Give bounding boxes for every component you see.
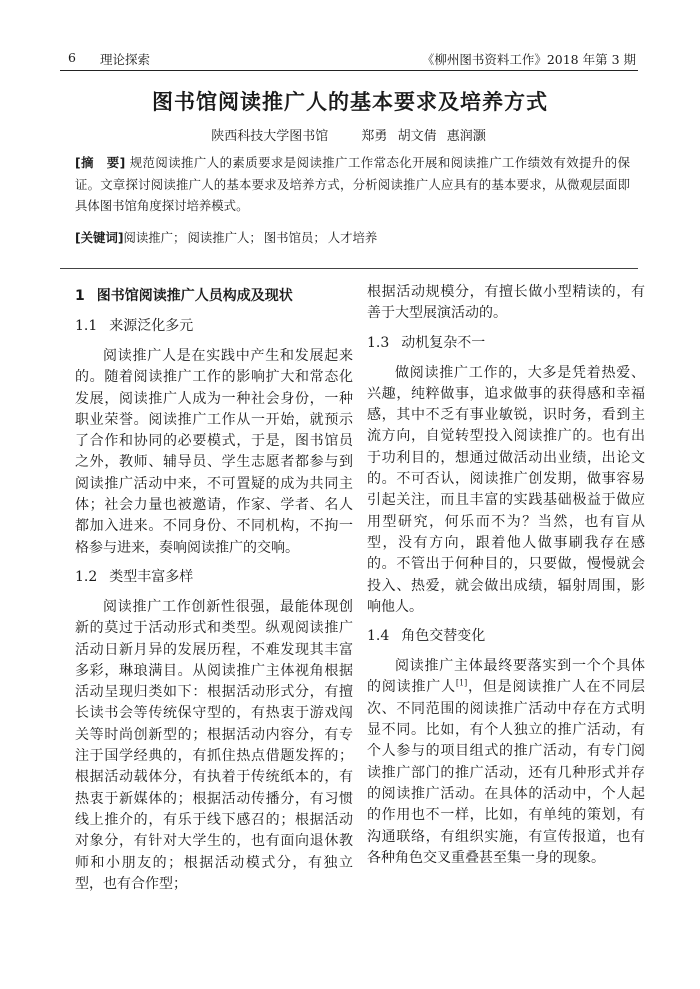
- keyword: 人才培养: [327, 230, 378, 245]
- keywords-label: [关键词]: [75, 230, 124, 245]
- keywords: [75, 227, 630, 248]
- author-name: 惠润灏: [446, 129, 486, 144]
- subsection-heading: 1.4 角色交替变化: [367, 628, 486, 645]
- subsection-heading: 1.2 类型丰富多样: [75, 568, 194, 585]
- right-column: [367, 282, 645, 877]
- keyword: 阅读推广人；: [187, 230, 262, 245]
- section-heading: 1 图书馆阅读推广人员构成及现状: [75, 288, 293, 304]
- keyword: 图书馆员；: [263, 230, 326, 245]
- abstract-divider: [60, 268, 638, 269]
- abstract-label: [摘 要]: [75, 155, 126, 170]
- abstract-text: 规范阅读推广人的素质要求是阅读推广工作常态化开展和阅读推广工作绩效有效提升的保证。文章探讨阅读推广人的基本要求及培养方式，分析阅读推广人应具有的基本要求，从微观层面即具体图书馆角度探讨培养模式。: [75, 155, 630, 213]
- subsection-heading: 1.1 来源泛化多元: [75, 318, 194, 334]
- left-column: [75, 282, 353, 903]
- paragraph: 做阅读推广工作的，大多是凭着热爱、兴趣，纯粹做事，追求做事的获得感和幸福感，其中不乏有事业敏锐，识时务，看到主流方向，自觉转型投入阅读推广的。也有出于功利目的，想通过做活动出业绩，出论文的。不可否认，阅读推广创发期，做事容易引起关注，而且丰富的实践基础极益于做应用型研究，何乐而不为？当然，也有盲从型，没有方向，跟着他人做事刷我存在感的。不管出于何种目的，只要做，慢慢就会投入、热爱，就会做出成绩，辐射周围，影响他人。: [367, 364, 645, 615]
- abstract: [75, 152, 630, 217]
- author-name: 胡文倩: [397, 129, 437, 144]
- paragraph: 阅读推广工作创新性很强，最能体现创新的莫过于活动形式和类型。纵观阅读推广活动日新月异的发展历程，不难发现其丰富多彩，琳琅满目。从阅读推广主体视角根据活动呈现归类如下：根据活动形式分，有擅长读书会等传统保守型的，有热衷于游戏闯关等时尚创新型的；根据活动内容分，有专注于国学经典的，有抓住热点借题发挥的；根据活动载体分，有执着于传统纸本的，有热衷于新媒体的；根据活动传播分，有习惯线上推介的，有乐于线下感召的；根据活动对象分，有针对大学生的，也有面向退休教师和小朋友的；根据活动模式分，有独立型，也有合作型；: [75, 598, 353, 892]
- paragraph-continuation: 根据活动规模分，有擅长做小型精读的，有善于大型展演活动的。: [367, 284, 645, 322]
- paragraph: 阅读推广主体最终要落实到一个个具体的阅读推广人[1]，但是阅读推广人在不同层次、不同范围的阅读推广活动中存在方式明显不同。比如，有个人独立的推广活动，有个人参与的项目组式的推广活动，有专门阅读推广部门的推广活动，还有几种形式并存的阅读推广活动。在具体的活动中，个人起的作用也不一样，比如，有单纯的策划，有沟通联络，有组织实施，有宣传报道，也有各种角色交叉重叠甚至集一身的现象。: [367, 658, 646, 866]
- keyword: 阅读推广；: [123, 230, 186, 245]
- subsection-heading: 1.3 动机复杂不一: [367, 334, 486, 351]
- citation-ref[interactable]: [1]: [455, 678, 468, 688]
- page-number: 6: [68, 50, 76, 65]
- paragraph: 阅读推广人是在实践中产生和发展起来的。随着阅读推广工作的影响扩大和常态化发展，阅读推广人成为一种社会身份，一种职业荣誉。阅读推广工作从一开始，就预示了合作和协同的必要模式，于是，图书馆员之外，教师、辅导员、学生志愿者都参与到阅读推广活动中来，不可置疑的成为共同主体；社会力量也被邀请，作家、学者、名人都加入进来。不同身份、不同机构，不拘一格参与进来，奏响阅读推广的交响。: [75, 348, 353, 556]
- article-title: 图书馆阅读推广人的基本要求及培养方式: [152, 90, 548, 114]
- author-name: 郑勇: [361, 129, 388, 144]
- affiliation: 陕西科技大学图书馆: [211, 129, 329, 144]
- journal-issue: 《柳州图书资料工作》2018 年第 3 期: [421, 52, 636, 67]
- header-rule: [60, 70, 638, 71]
- running-header: [60, 50, 638, 68]
- author-line: [0, 125, 700, 144]
- section-label: 理论探索: [100, 52, 151, 67]
